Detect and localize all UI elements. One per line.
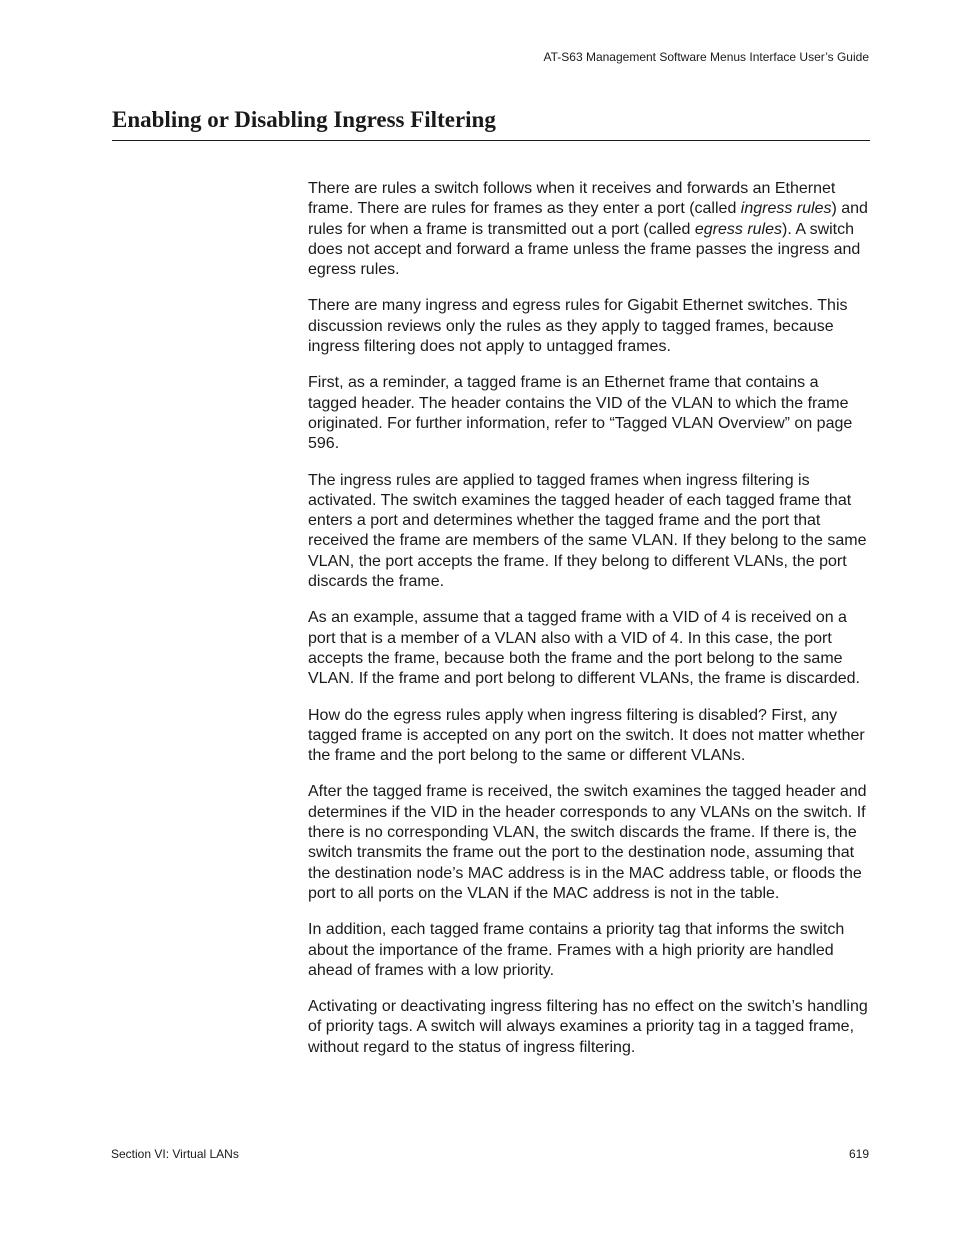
paragraph-1-text-a: There are rules a switch follows when it receives and forwards an Ethernet frame. There are rules for frames as they enter a port (called xyxy=(308,180,836,218)
body-text xyxy=(308,179,870,1074)
footer-page-number: 619 xyxy=(848,1147,869,1161)
paragraph-1-text-c: ) and rules for when a frame is transmitted out a port (called xyxy=(308,200,868,238)
paragraph-3: First, as a reminder, a tagged frame is an Ethernet frame that contains a tagged header. The header contains the VID of the VLAN to which the frame originated. For further information, refer to “Tagged VLAN Overview” on page 596. xyxy=(308,374,853,453)
paragraph-1-text-e: ). A switch does not accept and forward a frame unless the frame passes the ingress and egress rules. xyxy=(308,220,861,279)
paragraph-9: Activating or deactivating ingress filtering has no effect on the switch’s handling of priority tags. A switch will always examines a priority tag in a tagged frame, without regard to the status of ingress filtering. xyxy=(308,998,868,1056)
paragraph-5: As an example, assume that a tagged frame with a VID of 4 is received on a port that is a member of a VLAN also with a VID of 4. In this case, the port accepts the frame, because both the frame and the port belong to the same VLAN. If the frame and port belong to different VLANs, the frame is discarded. xyxy=(308,609,860,688)
paragraph-8: In addition, each tagged frame contains a priority tag that informs the switch about the importance of the frame. Frames with a high priority are handled ahead of frames with a low priority. xyxy=(308,921,845,979)
paragraph-6: How do the egress rules apply when ingress filtering is disabled? First, any tagged frame is accepted on any port on the switch. It does not matter whether the frame and the port belong to the same or different VLANs. xyxy=(308,706,865,765)
ingress-rules-term: ingress rules xyxy=(740,200,832,218)
egress-rules-term: egress rules xyxy=(694,220,782,238)
section-title: Enabling or Disabling Ingress Filtering xyxy=(112,107,496,132)
paragraph-7: After the tagged frame is received, the switch examines the tagged header and determines if the VID in the header corresponds to any VLANs on the switch. If there is no corresponding VLAN, the switch discards the frame. If there is, the switch transmits the frame out the port to the destination node, assuming that the destination node’s MAC address is in the MAC address table, or floods the port to all ports on the VLAN if the MAC address is not in the table. xyxy=(308,783,867,902)
running-header: AT-S63 Management Software Menus Interface User’s Guide xyxy=(543,50,869,64)
paragraph-2: There are many ingress and egress rules for Gigabit Ethernet switches. This discussion reviews only the rules as they apply to tagged frames, because ingress filtering does not apply to untagged frames. xyxy=(308,297,848,356)
paragraph-4: The ingress rules are applied to tagged frames when ingress filtering is activated. The switch examines the tagged header of each tagged frame that enters a port and determines whether the tagged frame and the port that received the frame are members of the same VLAN. If they belong to the same VLAN, the port accepts the frame. If they belong to different VLANs, the port discards the frame. xyxy=(308,471,867,591)
title-divider xyxy=(112,140,870,141)
footer-section-label: Section VI: Virtual LANs xyxy=(111,1147,239,1161)
paragraph-1 xyxy=(308,179,870,280)
